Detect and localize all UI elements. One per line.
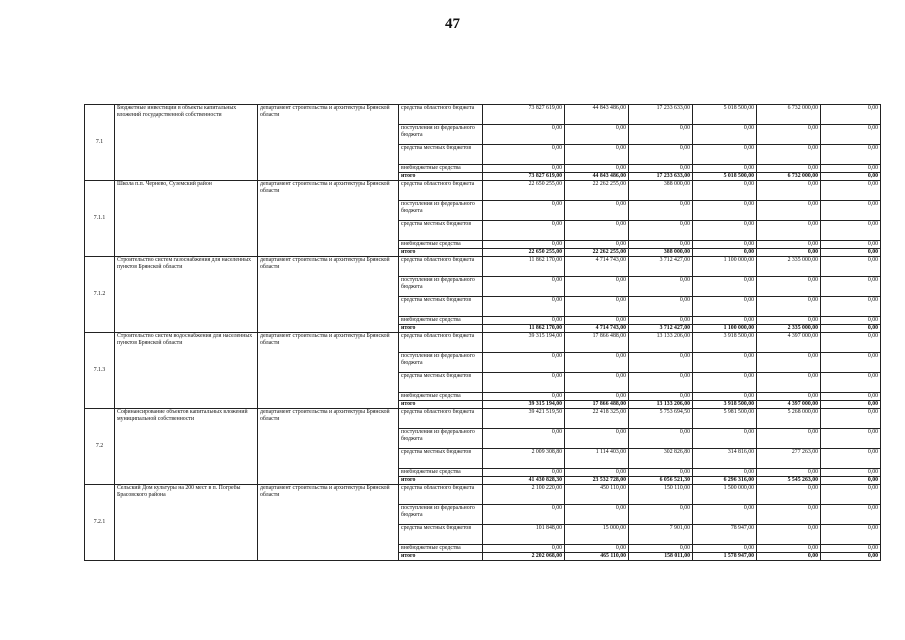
funding-source-label: внебюджетные средства: [399, 469, 483, 477]
amount-cell: 0,00: [757, 241, 821, 249]
amount-cell: 0,00: [483, 125, 565, 145]
item-name: Сельский Дом культуры на 200 мест в п. Погребы Брасовского района: [115, 485, 258, 561]
amount-cell: 0,00: [757, 221, 821, 241]
amount-cell: 150 110,00: [629, 485, 693, 505]
amount-cell: 0,00: [693, 125, 757, 145]
amount-cell: 0,00: [757, 485, 821, 505]
amount-cell: 0,00: [757, 125, 821, 145]
funding-source-label: средства областного бюджета: [399, 333, 483, 353]
amount-cell: 44 843 486,00: [565, 105, 629, 125]
amount-cell: 0,00: [565, 201, 629, 221]
amount-cell: 0,00: [821, 249, 881, 257]
amount-cell: 0,00: [821, 477, 881, 485]
amount-cell: 0,00: [483, 393, 565, 401]
amount-cell: 0,00: [757, 249, 821, 257]
funding-source-label: внебюджетные средства: [399, 393, 483, 401]
item-executor: департамент строительства и архитектуры Брянской области: [258, 409, 399, 485]
funding-source-label: средства областного бюджета: [399, 181, 483, 201]
funding-source-label: средства областного бюджета: [399, 257, 483, 277]
item-executor: департамент строительства и архитектуры Брянской области: [258, 257, 399, 333]
amount-cell: 0,00: [757, 429, 821, 449]
amount-cell: 0,00: [693, 505, 757, 525]
funding-source-label: средства областного бюджета: [399, 105, 483, 125]
item-executor: департамент строительства и архитектуры Брянской области: [258, 181, 399, 257]
amount-cell: 0,00: [629, 505, 693, 525]
amount-cell: 78 947,00: [693, 525, 757, 545]
amount-cell: 1 100 000,00: [693, 257, 757, 277]
source-row: [85, 105, 881, 125]
amount-cell: 0,00: [693, 165, 757, 173]
amount-cell: 0,00: [821, 277, 881, 297]
amount-cell: 0,00: [483, 353, 565, 373]
amount-cell: 465 110,00: [565, 553, 629, 561]
amount-cell: 0,00: [629, 125, 693, 145]
funding-source-label: внебюджетные средства: [399, 545, 483, 553]
amount-cell: 0,00: [757, 525, 821, 545]
amount-cell: 0,00: [565, 297, 629, 317]
amount-cell: 13 133 206,00: [629, 401, 693, 409]
amount-cell: 0,00: [821, 505, 881, 525]
funding-source-label: поступления из федерального бюджета: [399, 429, 483, 449]
amount-cell: 0,00: [629, 393, 693, 401]
item-executor: департамент строительства и архитектуры Брянской области: [258, 485, 399, 561]
funding-source-label: итого: [399, 553, 483, 561]
amount-cell: 0,00: [821, 449, 881, 469]
amount-cell: 5 018 500,00: [693, 105, 757, 125]
amount-cell: 1 578 947,00: [693, 553, 757, 561]
amount-cell: 6 056 521,30: [629, 477, 693, 485]
funding-source-label: средства местных бюджетов: [399, 297, 483, 317]
amount-cell: 0,00: [757, 297, 821, 317]
amount-cell: 0,00: [483, 373, 565, 393]
amount-cell: 2 335 000,00: [757, 257, 821, 277]
item-code: 7.1.2: [85, 257, 115, 333]
amount-cell: 0,00: [757, 317, 821, 325]
funding-source-label: итого: [399, 401, 483, 409]
amount-cell: 44 843 486,00: [565, 173, 629, 181]
amount-cell: 0,00: [821, 545, 881, 553]
amount-cell: 0,00: [821, 317, 881, 325]
item-name: Строительство систем водоснабжения для населенных пунктов Брянской области: [115, 333, 258, 409]
amount-cell: 0,00: [693, 221, 757, 241]
amount-cell: 0,00: [693, 545, 757, 553]
funding-source-label: средства местных бюджетов: [399, 221, 483, 241]
item-name: Строительство систем газоснабжения для населенных пунктов Брянской области: [115, 257, 258, 333]
amount-cell: 1 114 403,00: [565, 449, 629, 469]
amount-cell: 0,00: [821, 241, 881, 249]
amount-cell: 0,00: [693, 249, 757, 257]
amount-cell: 6 732 000,00: [757, 105, 821, 125]
amount-cell: 4 397 000,00: [757, 401, 821, 409]
amount-cell: 0,00: [629, 145, 693, 165]
item-code: 7.2.1: [85, 485, 115, 561]
amount-cell: 0,00: [821, 485, 881, 505]
amount-cell: 5 545 263,00: [757, 477, 821, 485]
funding-source-label: итого: [399, 477, 483, 485]
amount-cell: 0,00: [629, 277, 693, 297]
amount-cell: 0,00: [693, 353, 757, 373]
amount-cell: 4 397 000,00: [757, 333, 821, 353]
amount-cell: 0,00: [483, 429, 565, 449]
source-row: [85, 257, 881, 277]
funding-source-label: поступления из федерального бюджета: [399, 505, 483, 525]
amount-cell: 0,00: [565, 393, 629, 401]
amount-cell: 11 862 170,00: [483, 325, 565, 333]
amount-cell: 0,00: [821, 257, 881, 277]
amount-cell: 0,00: [821, 145, 881, 165]
amount-cell: 17 866 488,00: [565, 401, 629, 409]
item-name: Школа п.п. Чернево, Суземский район: [115, 181, 258, 257]
amount-cell: 3 712 427,00: [629, 325, 693, 333]
amount-cell: 22 262 255,00: [565, 181, 629, 201]
amount-cell: 0,00: [693, 429, 757, 449]
amount-cell: 39 315 194,00: [483, 333, 565, 353]
amount-cell: 0,00: [483, 297, 565, 317]
amount-cell: 158 011,00: [629, 553, 693, 561]
amount-cell: 0,00: [565, 373, 629, 393]
amount-cell: 0,00: [757, 277, 821, 297]
funding-source-label: средства областного бюджета: [399, 485, 483, 505]
amount-cell: 4 714 743,00: [565, 257, 629, 277]
amount-cell: 0,00: [693, 241, 757, 249]
amount-cell: 0,00: [693, 373, 757, 393]
amount-cell: 3 918 500,00: [693, 401, 757, 409]
amount-cell: 22 650 255,00: [483, 249, 565, 257]
amount-cell: 0,00: [821, 125, 881, 145]
amount-cell: 22 262 255,00: [565, 249, 629, 257]
item-code: 7.1: [85, 105, 115, 181]
amount-cell: 41 430 828,30: [483, 477, 565, 485]
item-name: Бюджетные инвестиции в объекты капитальных вложений государственной собственности: [115, 105, 258, 181]
amount-cell: 0,00: [821, 165, 881, 173]
amount-cell: 13 133 206,00: [629, 333, 693, 353]
amount-cell: 0,00: [821, 181, 881, 201]
amount-cell: 0,00: [483, 469, 565, 477]
amount-cell: 0,00: [483, 165, 565, 173]
amount-cell: 450 110,00: [565, 485, 629, 505]
amount-cell: 0,00: [565, 469, 629, 477]
amount-cell: 0,00: [757, 181, 821, 201]
amount-cell: 0,00: [629, 241, 693, 249]
source-row: [85, 485, 881, 505]
amount-cell: 0,00: [821, 429, 881, 449]
amount-cell: 22 418 325,00: [565, 409, 629, 429]
amount-cell: 0,00: [693, 297, 757, 317]
source-row: [85, 409, 881, 429]
funding-source-label: итого: [399, 173, 483, 181]
source-row: [85, 333, 881, 353]
amount-cell: 2 335 000,00: [757, 325, 821, 333]
amount-cell: 15 000,00: [565, 525, 629, 545]
funding-source-label: средства местных бюджетов: [399, 145, 483, 165]
amount-cell: 0,00: [483, 241, 565, 249]
amount-cell: 3 918 500,00: [693, 333, 757, 353]
budget-table-body: [85, 105, 881, 561]
amount-cell: 0,00: [629, 353, 693, 373]
amount-cell: 11 862 170,00: [483, 257, 565, 277]
funding-source-label: средства областного бюджета: [399, 409, 483, 429]
amount-cell: 0,00: [565, 241, 629, 249]
amount-cell: 0,00: [821, 469, 881, 477]
amount-cell: 22 650 255,00: [483, 181, 565, 201]
amount-cell: 0,00: [821, 401, 881, 409]
amount-cell: 0,00: [693, 201, 757, 221]
amount-cell: 0,00: [629, 165, 693, 173]
funding-source-label: поступления из федерального бюджета: [399, 277, 483, 297]
amount-cell: 0,00: [565, 221, 629, 241]
amount-cell: 0,00: [629, 221, 693, 241]
amount-cell: 0,00: [821, 297, 881, 317]
amount-cell: 0,00: [757, 353, 821, 373]
item-name: Софинансирование объектов капитальных вложений муниципальной собственности: [115, 409, 258, 485]
funding-source-label: поступления из федерального бюджета: [399, 201, 483, 221]
amount-cell: 4 714 743,00: [565, 325, 629, 333]
amount-cell: 0,00: [565, 505, 629, 525]
funding-source-label: внебюджетные средства: [399, 317, 483, 325]
amount-cell: 0,00: [821, 553, 881, 561]
amount-cell: 0,00: [693, 145, 757, 165]
item-executor: департамент строительства и архитектуры Брянской области: [258, 105, 399, 181]
item-code: 7.2: [85, 409, 115, 485]
amount-cell: 0,00: [757, 165, 821, 173]
amount-cell: 0,00: [629, 317, 693, 325]
amount-cell: 17 866 488,00: [565, 333, 629, 353]
amount-cell: 2 100 220,00: [483, 485, 565, 505]
amount-cell: 5 981 500,00: [693, 409, 757, 429]
amount-cell: 0,00: [821, 393, 881, 401]
amount-cell: 0,00: [629, 201, 693, 221]
amount-cell: 17 233 633,00: [629, 105, 693, 125]
amount-cell: 0,00: [483, 201, 565, 221]
amount-cell: 0,00: [483, 145, 565, 165]
amount-cell: 302 826,80: [629, 449, 693, 469]
amount-cell: 0,00: [821, 409, 881, 429]
amount-cell: 0,00: [483, 317, 565, 325]
amount-cell: 3 712 427,00: [629, 257, 693, 277]
funding-source-label: итого: [399, 325, 483, 333]
amount-cell: 0,00: [565, 165, 629, 173]
amount-cell: 0,00: [629, 545, 693, 553]
page-number: 47: [445, 16, 460, 32]
amount-cell: 5 018 500,00: [693, 173, 757, 181]
amount-cell: 73 827 619,00: [483, 105, 565, 125]
amount-cell: 0,00: [693, 317, 757, 325]
amount-cell: 1 100 000,00: [693, 325, 757, 333]
budget-table: [84, 104, 881, 561]
amount-cell: 0,00: [629, 469, 693, 477]
amount-cell: 277 263,00: [757, 449, 821, 469]
funding-source-label: поступления из федерального бюджета: [399, 353, 483, 373]
funding-source-label: итого: [399, 249, 483, 257]
amount-cell: 2 009 308,80: [483, 449, 565, 469]
amount-cell: 5 753 694,50: [629, 409, 693, 429]
amount-cell: 388 000,00: [629, 181, 693, 201]
amount-cell: 23 532 728,00: [565, 477, 629, 485]
amount-cell: 0,00: [693, 393, 757, 401]
amount-cell: 101 848,00: [483, 525, 565, 545]
amount-cell: 0,00: [629, 429, 693, 449]
amount-cell: 17 233 633,00: [629, 173, 693, 181]
amount-cell: 0,00: [483, 277, 565, 297]
amount-cell: 0,00: [757, 393, 821, 401]
amount-cell: 39 421 519,50: [483, 409, 565, 429]
amount-cell: 0,00: [693, 181, 757, 201]
funding-source-label: поступления из федерального бюджета: [399, 125, 483, 145]
amount-cell: 73 827 619,00: [483, 173, 565, 181]
amount-cell: 0,00: [483, 505, 565, 525]
amount-cell: 0,00: [821, 201, 881, 221]
amount-cell: 39 315 194,00: [483, 401, 565, 409]
amount-cell: 0,00: [565, 125, 629, 145]
amount-cell: 6 732 000,00: [757, 173, 821, 181]
amount-cell: 0,00: [757, 145, 821, 165]
item-code: 7.1.1: [85, 181, 115, 257]
amount-cell: 0,00: [565, 145, 629, 165]
amount-cell: 0,00: [483, 545, 565, 553]
funding-source-label: внебюджетные средства: [399, 241, 483, 249]
amount-cell: 0,00: [821, 333, 881, 353]
funding-source-label: внебюджетные средства: [399, 165, 483, 173]
amount-cell: 0,00: [821, 173, 881, 181]
amount-cell: 0,00: [821, 325, 881, 333]
amount-cell: 0,00: [757, 545, 821, 553]
amount-cell: 5 268 000,00: [757, 409, 821, 429]
amount-cell: 0,00: [565, 277, 629, 297]
amount-cell: 0,00: [821, 105, 881, 125]
item-code: 7.1.3: [85, 333, 115, 409]
amount-cell: 0,00: [757, 373, 821, 393]
amount-cell: 0,00: [629, 297, 693, 317]
amount-cell: 0,00: [565, 429, 629, 449]
amount-cell: 0,00: [821, 525, 881, 545]
amount-cell: 0,00: [483, 221, 565, 241]
amount-cell: 0,00: [821, 221, 881, 241]
item-executor: департамент строительства и архитектуры Брянской области: [258, 333, 399, 409]
funding-source-label: средства местных бюджетов: [399, 373, 483, 393]
amount-cell: 0,00: [629, 373, 693, 393]
amount-cell: 0,00: [565, 545, 629, 553]
amount-cell: 388 000,00: [629, 249, 693, 257]
amount-cell: 0,00: [821, 353, 881, 373]
amount-cell: 2 202 068,00: [483, 553, 565, 561]
amount-cell: 0,00: [757, 201, 821, 221]
amount-cell: 0,00: [565, 353, 629, 373]
amount-cell: 0,00: [821, 373, 881, 393]
amount-cell: 0,00: [757, 553, 821, 561]
amount-cell: 0,00: [693, 277, 757, 297]
amount-cell: 0,00: [757, 505, 821, 525]
amount-cell: 7 901,00: [629, 525, 693, 545]
source-row: [85, 181, 881, 201]
amount-cell: 0,00: [693, 469, 757, 477]
funding-source-label: средства местных бюджетов: [399, 449, 483, 469]
amount-cell: 314 816,00: [693, 449, 757, 469]
amount-cell: 1 500 000,00: [693, 485, 757, 505]
amount-cell: 6 296 316,00: [693, 477, 757, 485]
amount-cell: 0,00: [757, 469, 821, 477]
amount-cell: 0,00: [565, 317, 629, 325]
funding-source-label: средства местных бюджетов: [399, 525, 483, 545]
